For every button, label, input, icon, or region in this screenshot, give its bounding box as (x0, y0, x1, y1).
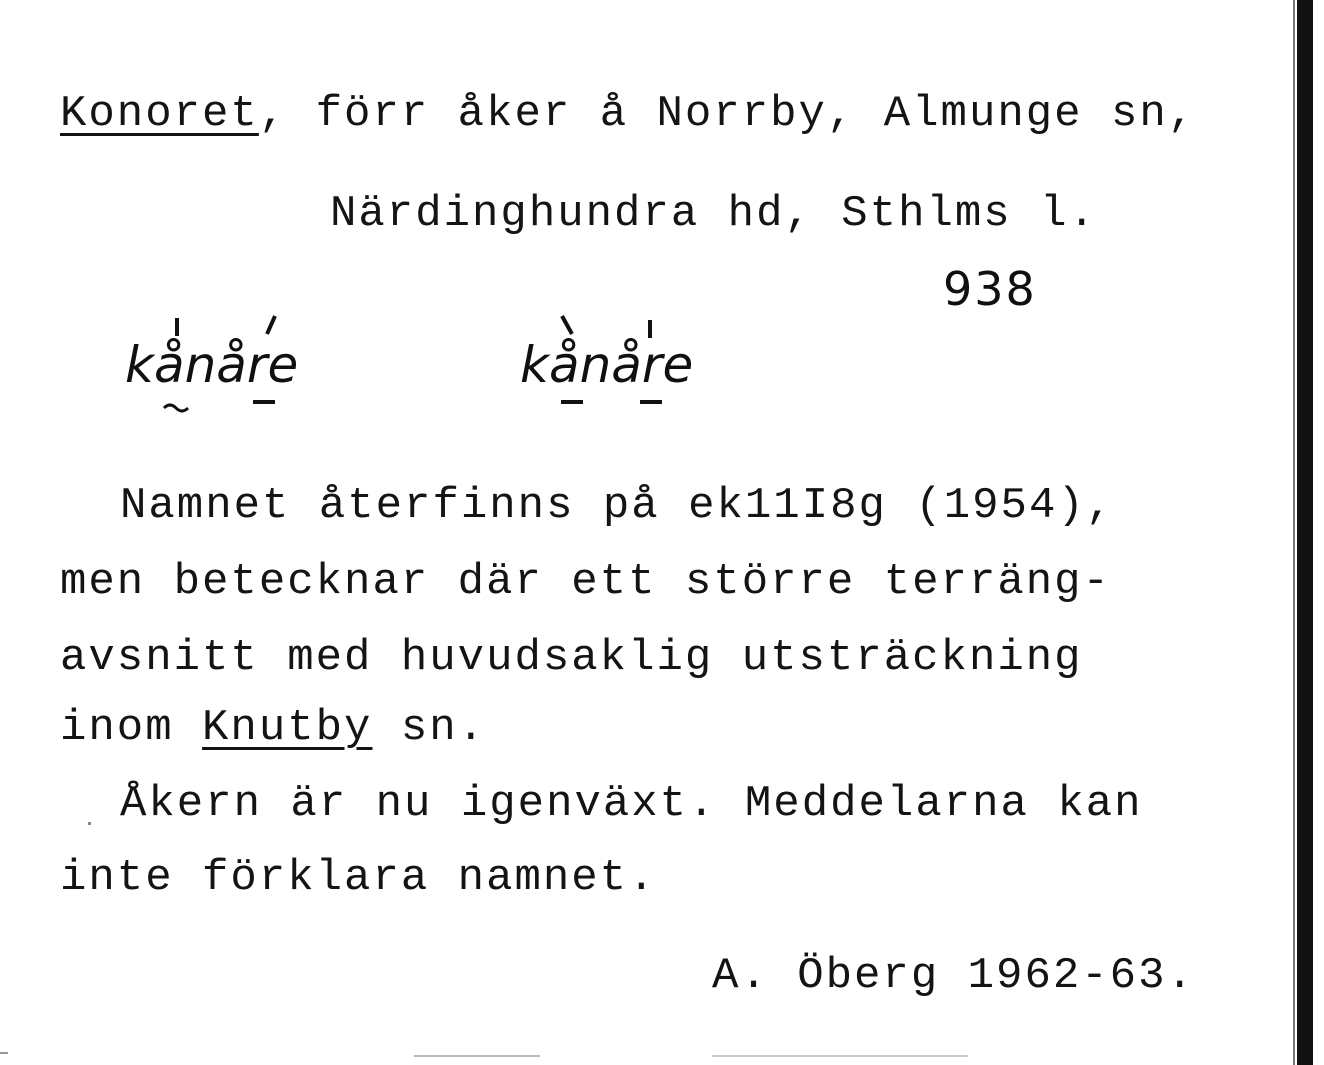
body-line-4 (60, 703, 487, 753)
pronunciation-1 (120, 310, 380, 420)
header-line-1-rest: , förr åker å Norrby, Almunge sn, (258, 89, 1197, 139)
body-line-4-pre: inom (60, 703, 203, 753)
pronunciation-2-diacritics (515, 310, 775, 420)
body-line-3: avsnitt med huvudsaklig utsträckning (60, 633, 1083, 683)
scan-line (712, 1055, 968, 1057)
scan-speck (88, 822, 91, 825)
body-line-1: Namnet återfinns på ek11I8g (1954), (120, 481, 1115, 531)
header-line-1 (60, 89, 1197, 139)
scan-line (414, 1055, 540, 1057)
place-name: Konoret (60, 89, 259, 139)
pronunciation-2 (515, 310, 775, 420)
body-line-2: men betecknar där ett större terräng- (60, 557, 1111, 607)
card-right-edge (1297, 0, 1313, 1065)
body-line-6: inte förklara namnet. (60, 853, 657, 903)
signature: A. Öberg 1962-63. (712, 951, 1195, 1001)
body-line-4-post: sn. (372, 703, 487, 753)
card-edge-shadow (1293, 0, 1295, 1065)
scan-speck (0, 1052, 8, 1054)
pronunciation-1-text: kånåre (125, 336, 299, 394)
pronunciation-2-text: kånåre (520, 336, 694, 394)
pronunciation-1-diacritics (120, 310, 380, 420)
parish-name-knutby: Knutby (202, 703, 373, 753)
archive-number: 938 (943, 262, 1037, 316)
header-line-2: Närdinghundra hd, Sthlms l. (330, 189, 1097, 239)
body-line-5: Åkern är nu igenväxt. Meddelarna kan (120, 779, 1143, 829)
